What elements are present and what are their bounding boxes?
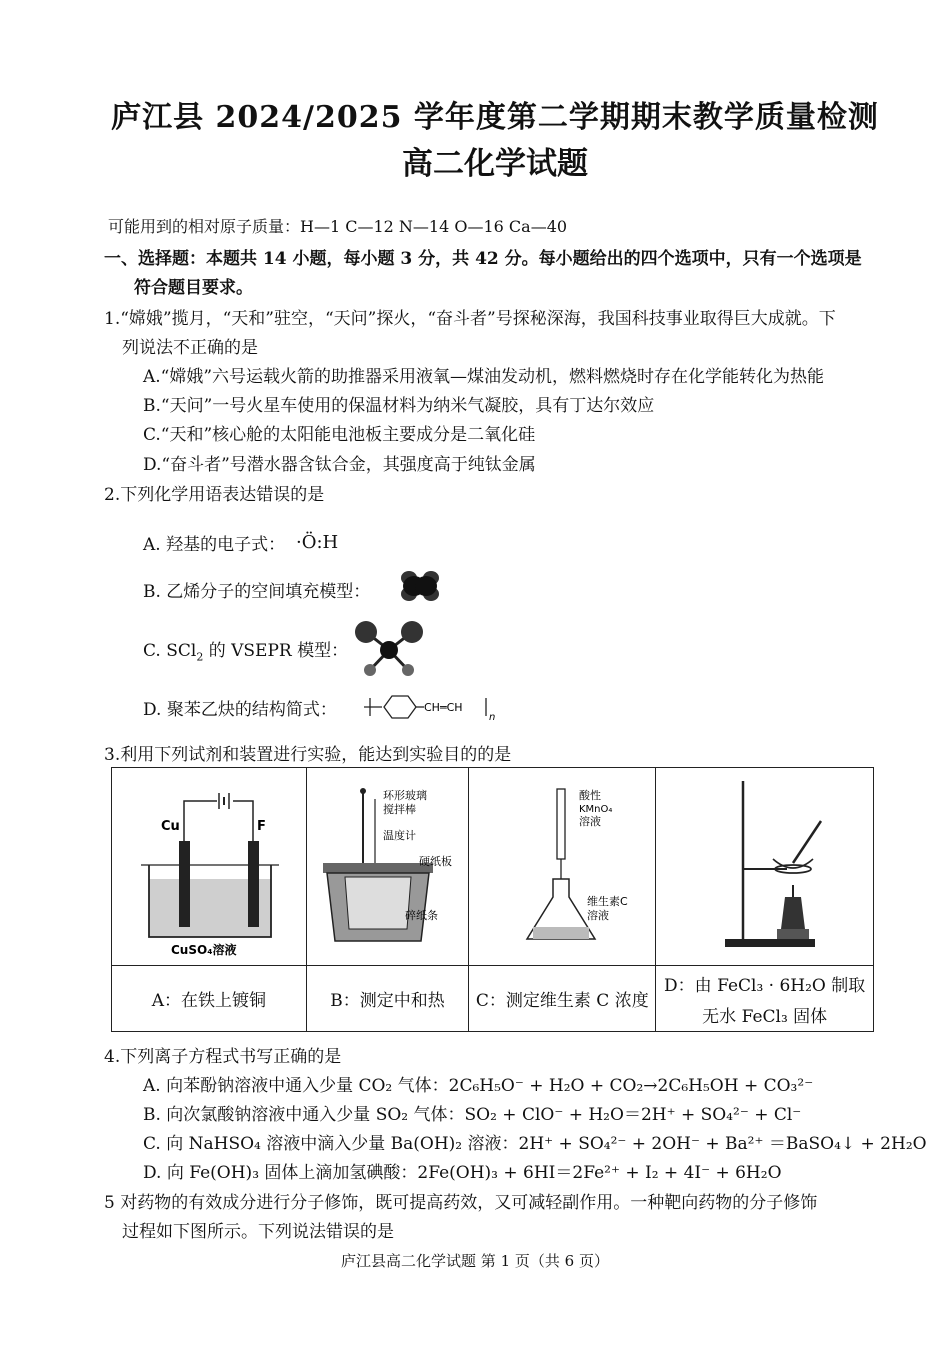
figure-d-cell	[656, 768, 874, 966]
figure-c-label-1: 酸性	[579, 789, 602, 802]
electroplating-apparatus	[119, 769, 299, 959]
section1-line2: 符合题目要求。	[134, 278, 253, 298]
experiment-table	[111, 767, 874, 1032]
exam-title: 庐江县 2024/2025 学年度第二学期期末教学质量检测	[111, 100, 879, 135]
polymer-n: n	[489, 712, 496, 723]
figure-c-cell	[469, 768, 656, 966]
q2-option-b: B. 乙烯分子的空间填充模型：	[143, 582, 371, 602]
option-d-line2: 无水 FeCl₃ 固体	[702, 1006, 828, 1027]
q1-stem-line1: 1.“嫦娥”揽月，“天和”驻空，“天问”探火，“奋斗者”号探秘深海，我国科技事业取得巨大成就。下	[104, 309, 836, 329]
atomic-masses: 可能用到的相对原子质量：H—1 C—12 N—14 O—16 Ca—40	[108, 217, 568, 236]
q2-option-c-sub: 2	[196, 650, 204, 664]
option-b-label: B：测定中和热	[306, 966, 469, 1032]
q2-option-c	[143, 636, 348, 663]
q3-stem: 3.利用下列试剂和装置进行实验，能达到实验目的的是	[104, 745, 512, 765]
figure-a-cell	[112, 768, 307, 966]
polymer-chain-text: CH═CH	[424, 701, 463, 714]
figure-b-label-4: 硬纸板	[418, 855, 452, 868]
figure-a-f-label: F	[256, 819, 266, 834]
option-d-line1: D：由 FeCl₃ · 6H₂O 制取	[664, 975, 866, 996]
q4-option-c: C. 向 NaHSO₄ 溶液中滴入少量 Ba(OH)₂ 溶液：2H⁺ + SO₄²⁻ + 2OH⁻ + Ba²⁺ ＝BaSO₄↓ + 2H₂O	[143, 1134, 927, 1154]
calorimeter-apparatus	[313, 769, 463, 959]
q1-option-b: B.“天问”一号火星车使用的保温材料为纳米气凝胶，具有丁达尔效应	[143, 396, 655, 416]
page-footer: 庐江县高二化学试题 第 1 页（共 6 页）	[341, 1252, 609, 1270]
ethylene-space-filling-model	[395, 568, 445, 604]
q2-option-c-suffix: 的 VSEPR 模型：	[203, 641, 349, 661]
hydroxyl-electron-formula: ·Ö:H	[296, 532, 339, 553]
figure-c-label-5: 溶液	[587, 909, 610, 922]
figure-b-label-5: 碎纸条	[404, 909, 438, 922]
polyphenylacetylene-structure	[362, 690, 502, 724]
q4-option-d: D. 向 Fe(OH)₃ 固体上滴加氢碘酸：2Fe(OH)₃ + 6HI＝2Fe²⁺ + I₂ + 4I⁻ + 6H₂O	[143, 1163, 782, 1183]
figure-b-label-2: 搅拌棒	[382, 803, 416, 816]
figure-b-label-1: 环形玻璃	[382, 789, 427, 802]
q4-stem: 4.下列离子方程式书写正确的是	[104, 1047, 342, 1067]
q5-stem-line2: 过程如下图所示。下列说法错误的是	[122, 1222, 394, 1242]
q2-option-a: A. 羟基的电子式：	[143, 535, 286, 555]
q1-option-a: A.“嫦娥”六号运载火箭的助推器采用液氧—煤油发动机，燃料燃烧时存在化学能转化为热能	[143, 367, 825, 387]
q4-option-b: B. 向次氯酸钠溶液中通入少量 SO₂ 气体：SO₂ + ClO⁻ + H₂O＝2H⁺ + SO₄²⁻ + Cl⁻	[143, 1105, 802, 1125]
q2-stem: 2.下列化学用语表达错误的是	[104, 485, 325, 505]
figure-b-label-3: 温度计	[382, 829, 416, 842]
figure-a-solution-label: CuSO₄溶液	[170, 943, 237, 957]
q4-option-a: A. 向苯酚钠溶液中通入少量 CO₂ 气体：2C₆H₅O⁻ + H₂O + CO₂→2C₆H₅OH + CO₃²⁻	[143, 1076, 814, 1096]
figure-c-label-3: 溶液	[579, 815, 602, 828]
scl2-vsepr-model	[352, 618, 426, 680]
option-a-label: A：在铁上镀铜	[112, 966, 307, 1032]
titration-apparatus	[487, 769, 637, 959]
evaporation-apparatus	[665, 769, 865, 959]
figure-c-label-2: KMnO₄	[579, 804, 613, 815]
q1-stem-line2: 列说法不正确的是	[122, 338, 258, 358]
figure-b-cell	[306, 768, 469, 966]
figure-c-label-4: 维生素C	[587, 895, 628, 908]
q2-option-d: D. 聚苯乙炔的结构简式：	[143, 700, 337, 720]
q2-option-c-prefix: C. SCl	[143, 641, 197, 661]
q5-stem-line1: 5 对药物的有效成分进行分子修饰，既可提高药效，又可减轻副作用。一种靶向药物的分子修饰	[104, 1193, 818, 1213]
section1-line1: 一、选择题：本题共 14 小题，每小题 3 分，共 42 分。每小题给出的四个选项中，只有一个选项是	[104, 249, 862, 269]
q1-option-d: D.“奋斗者”号潜水器含钛合金，其强度高于纯钛金属	[143, 455, 536, 475]
option-c-label: C：测定维生素 C 浓度	[469, 966, 656, 1032]
option-d-label	[656, 966, 874, 1032]
exam-subtitle: 高二化学试题	[402, 146, 588, 182]
q1-option-c: C.“天和”核心舱的太阳能电池板主要成分是二氧化硅	[143, 425, 536, 445]
figure-a-cu-label: Cu	[160, 819, 180, 834]
